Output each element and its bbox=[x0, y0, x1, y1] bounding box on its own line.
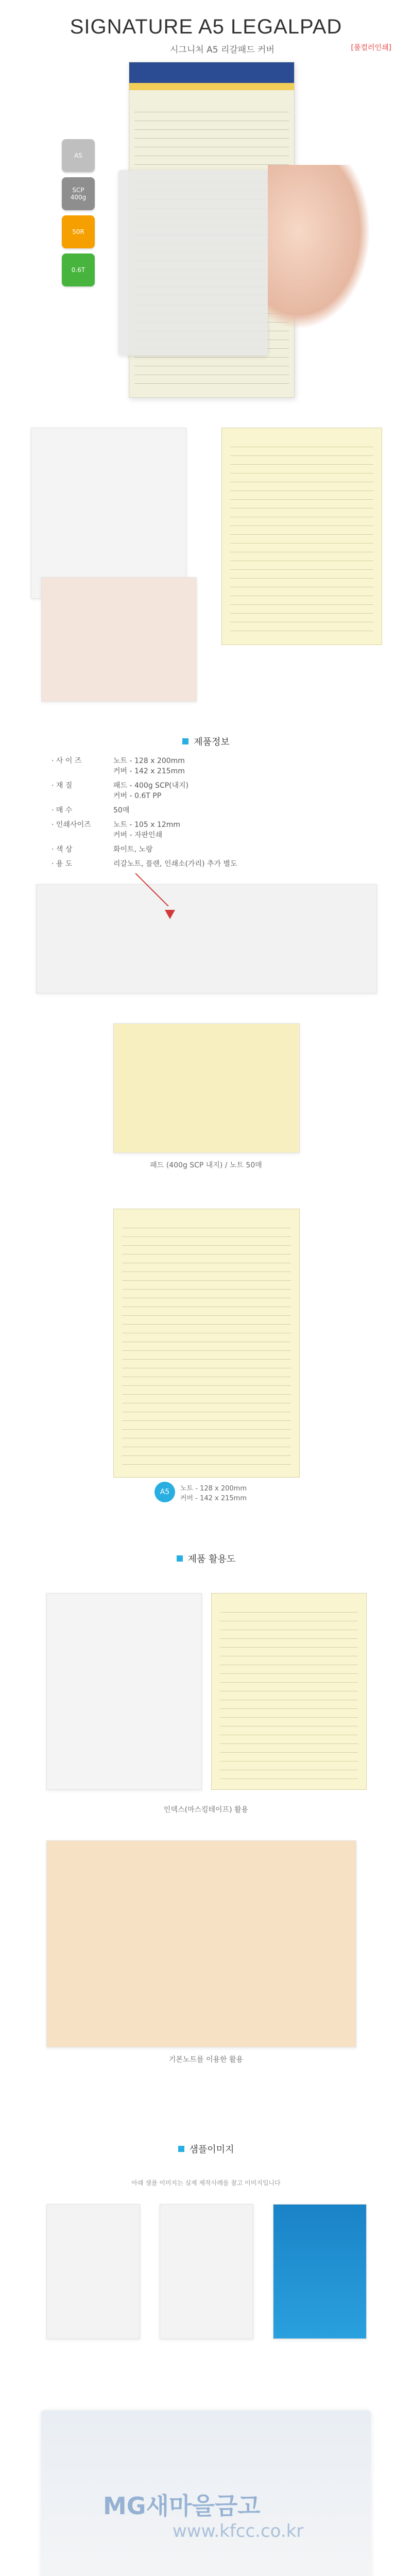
usage-photo-lines bbox=[220, 1604, 358, 1779]
samples-header bbox=[0, 2142, 412, 2156]
frost-url-text: www.kfcc.co.kr bbox=[173, 2521, 304, 2541]
usage-section bbox=[0, 1552, 412, 2129]
spec-key: · 인쇄사이즈 bbox=[52, 821, 91, 829]
section-title: 제품 활용도 bbox=[187, 1554, 236, 1565]
size-section bbox=[0, 1198, 412, 1538]
section-title: 제품정보 bbox=[194, 737, 230, 748]
section-marker-icon bbox=[178, 2146, 184, 2152]
cover-header-band bbox=[129, 62, 294, 83]
spec-row bbox=[52, 817, 360, 842]
legalpad-lines bbox=[230, 438, 373, 634]
frost-brand-text: MG새마을금고 bbox=[103, 2492, 261, 2520]
clear-pocket bbox=[118, 170, 268, 355]
size-badge: A5 bbox=[154, 1482, 175, 1502]
usage-photo-legal bbox=[211, 1593, 367, 1790]
cover-accent-band bbox=[129, 83, 294, 90]
product-info-header bbox=[0, 735, 412, 748]
print-sample-section bbox=[0, 2410, 412, 2576]
section-title: 샘플이미지 bbox=[189, 2144, 234, 2155]
usage-header bbox=[0, 1552, 412, 1565]
usage-photo-index bbox=[46, 1593, 202, 1790]
spec-badges bbox=[62, 139, 103, 292]
size-diagram-card bbox=[113, 1209, 300, 1478]
hero-section bbox=[0, 0, 412, 412]
usage-caption-1: 인덱스(마스킹테이프) 활용 bbox=[163, 1806, 249, 1814]
feature-photos bbox=[0, 412, 412, 721]
size-diagram-lines bbox=[122, 1219, 291, 1467]
spec-key: · 색 상 bbox=[52, 845, 73, 854]
hand-photo bbox=[268, 165, 371, 330]
spec-value: 리갈노트, 플랜, 인쇄소(가리) 추가 별도 bbox=[113, 860, 237, 868]
section-marker-icon bbox=[182, 738, 188, 744]
section-marker-icon bbox=[177, 1555, 183, 1562]
spec-chip-size: A5 bbox=[62, 139, 95, 172]
frosted-cover-photo bbox=[41, 2410, 371, 2576]
spec-key: · 매 수 bbox=[52, 806, 73, 815]
spec-row bbox=[52, 856, 360, 871]
samples-note: 아래 샘플 이미지는 실제 제작사례를 참고 이미지입니다 bbox=[131, 2179, 281, 2187]
spec-row bbox=[52, 753, 360, 778]
spec-chip-thickness: 0.6T bbox=[62, 253, 95, 286]
spec-row bbox=[52, 778, 360, 803]
open-legalpad-photo bbox=[221, 428, 382, 645]
pocket-open-photo bbox=[31, 428, 186, 599]
page-title: SIGNATURE A5 LEGALPAD bbox=[70, 15, 342, 38]
cover-close-up-photo bbox=[36, 884, 377, 993]
size-caption: 노트 - 128 x 200mm 커버 - 142 x 215mm bbox=[180, 1485, 247, 1502]
samples-section bbox=[0, 2142, 412, 2410]
callout-arrow-icon bbox=[165, 910, 175, 919]
spec-key: · 용 도 bbox=[52, 860, 73, 868]
sample-thumb-3 bbox=[273, 2204, 367, 2339]
spec-chip-paper: SCP 400g bbox=[62, 177, 95, 210]
spec-value: 50매 bbox=[113, 806, 130, 815]
sample-thumb-1 bbox=[46, 2204, 140, 2339]
material-photo bbox=[113, 1023, 300, 1153]
spec-value: 화이트, 노랑 bbox=[113, 845, 153, 854]
spec-row bbox=[52, 803, 360, 817]
sample-thumb-2 bbox=[160, 2204, 253, 2339]
spec-chip-sheets: 50R bbox=[62, 215, 95, 248]
spec-table bbox=[52, 753, 360, 871]
print-badge: [풀컬러인쇄] bbox=[351, 44, 391, 52]
spec-key: · 사 이 즈 bbox=[52, 757, 82, 765]
spec-value: 노트 - 105 x 12mm 커버 - 자판인쇄 bbox=[113, 821, 180, 839]
spec-row bbox=[52, 842, 360, 856]
hand-holding-photo bbox=[41, 577, 197, 702]
page-subtitle: 시그니처 A5 리갈패드 커버 bbox=[170, 45, 274, 55]
usage-caption-2: 기본노트를 이용한 활용 bbox=[168, 2056, 244, 2064]
usage-photo-basic bbox=[46, 1840, 356, 2047]
product-info-section bbox=[0, 735, 412, 1003]
material-section bbox=[0, 1003, 412, 1198]
material-caption: 패드 (400g SCP 내지) / 노트 50매 bbox=[150, 1161, 262, 1170]
spec-value: 패드 - 400g SCP(내지) 커버 - 0.6T PP bbox=[113, 782, 189, 800]
spec-value: 노트 - 128 x 200mm 커버 - 142 x 215mm bbox=[113, 757, 185, 775]
spec-key: · 재 질 bbox=[52, 782, 73, 790]
